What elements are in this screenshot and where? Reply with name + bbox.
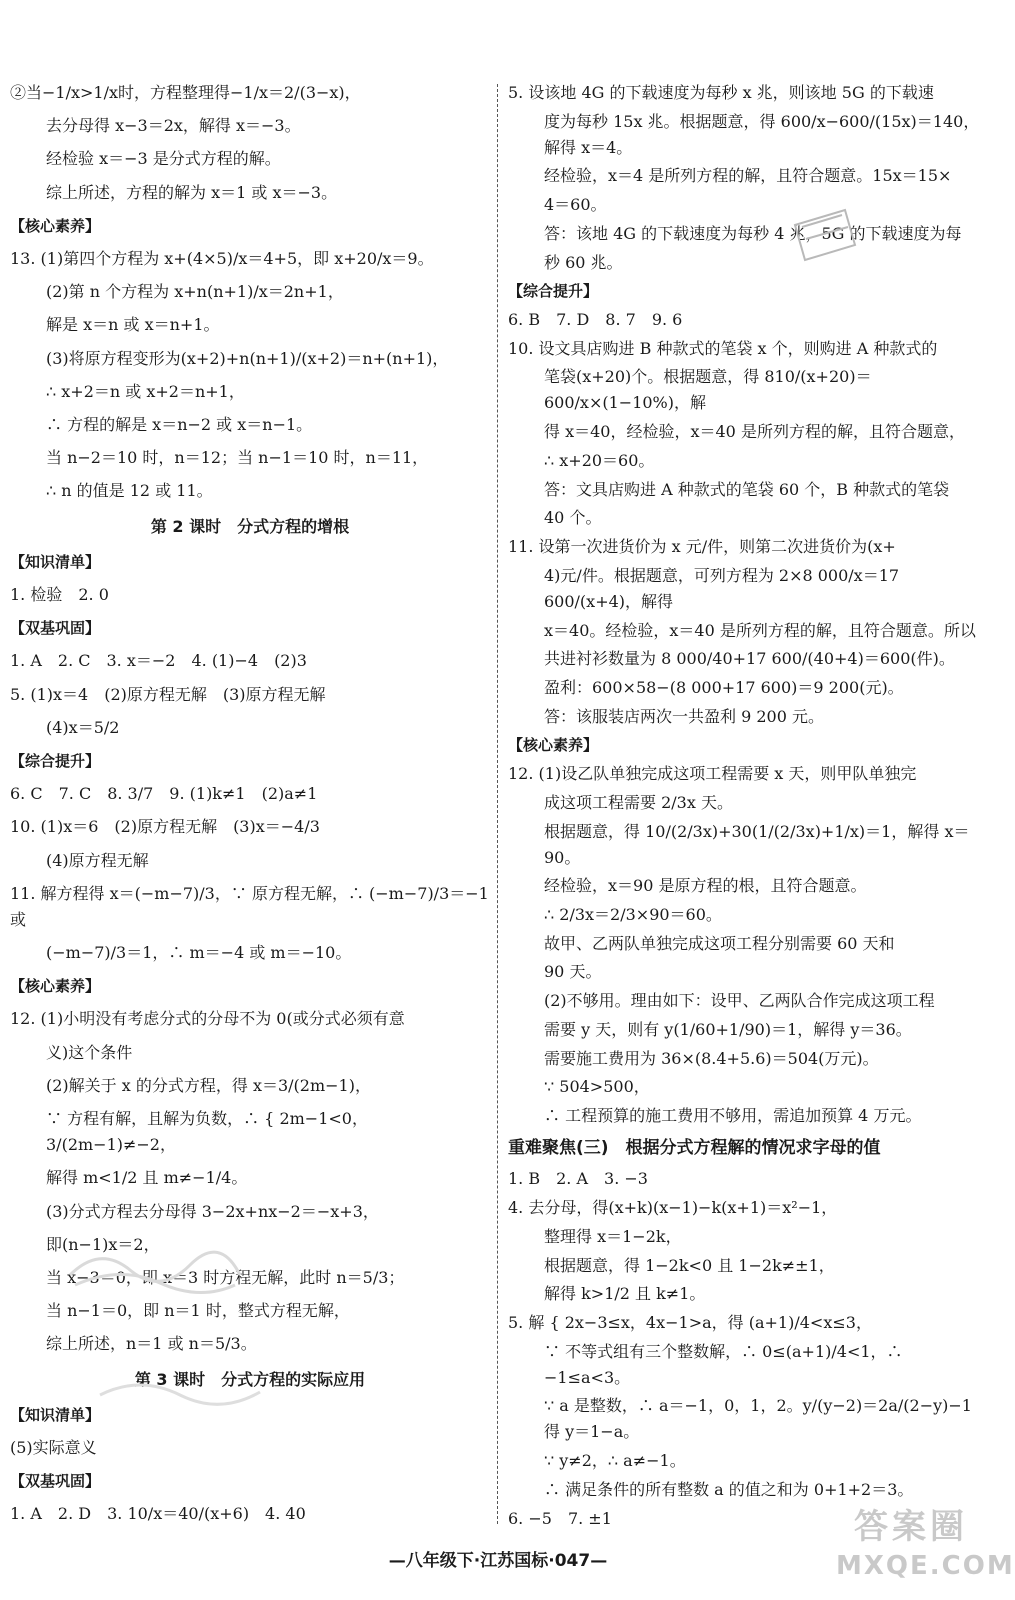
- answer-line: (3)分式方程去分母得 3−2x+nx−2＝−x+3，: [46, 1201, 379, 1221]
- answer-line: 5. 解 { 2x−3≤x，4x−1>a，得 (a+1)/4<x≤3，: [508, 1313, 872, 1333]
- site-watermark: [836, 1505, 1015, 1595]
- answer-line: ∵ 方程有解，且解为负数，∴ { 2m−1<0，3/(2m−1)≠−2，: [46, 1109, 368, 1155]
- answer-line: 当 x−3＝0，即 x＝3 时方程无解，此时 n＝5/3；: [46, 1267, 405, 1287]
- answer-line: 1. A 2. D 3. 10/x＝40/(x+6) 4. 40: [10, 1504, 306, 1524]
- answer-line: ∴ 满足条件的所有整数 a 的值之和为 0+1+2＝3。: [544, 1479, 914, 1499]
- answer-line: 1. B 2. A 3. −3: [508, 1169, 648, 1189]
- answer-line: 5. (1)x＝4 (2)原方程无解 (3)原方程无解: [10, 684, 326, 704]
- answer-line: 5. 设该地 4G 的下载速度为每秒 x 兆，则该地 5G 的下载速: [508, 83, 934, 102]
- answer-line: 11. 设第一次进货价为 x 元/件，则第二次进货价为(x+: [508, 537, 896, 557]
- column-divider: [497, 84, 498, 1524]
- answer-line: 4)元/件。根据题意，可列方程为 2×8 000/x＝17 600/(x+4)，解得: [544, 565, 905, 611]
- answer-line: 解得 m<1/2 且 m≠−1/4。: [46, 1168, 248, 1188]
- answer-line: (4)x＝5/2: [46, 717, 120, 737]
- answer-line: 得 x＝40，经检验，x＝40 是所列方程的解，且符合题意，: [544, 422, 965, 442]
- answer-line: 40 个。: [544, 508, 602, 528]
- lesson-title: 第 2 课时 分式方程的增根: [150, 516, 350, 536]
- answer-line: 需要施工费用为 36×(8.4+5.6)＝504(万元)。: [544, 1048, 879, 1068]
- watermark-url: MXQE.COM: [836, 1551, 1015, 1581]
- right-column: [508, 80, 988, 1534]
- answer-line: ∴ x+20＝60。: [544, 450, 655, 470]
- section-header: 【综合提升】: [508, 282, 599, 301]
- answer-line: 综上所述，方程的解为 x＝1 或 x＝−3。: [46, 182, 338, 202]
- answer-line: 答：该地 4G 的下载速度为每秒 4 兆，5G 的下载速度为每: [544, 223, 962, 243]
- answer-line: 根据题意，得 1−2k<0 且 1−2k≠±1，: [544, 1255, 835, 1275]
- answer-line: 1. 检验 2. 0: [10, 585, 109, 605]
- answer-line: (3)将原方程变形为(x+2)+n(n+1)/(x+2)＝n+(n+1)，: [46, 348, 449, 368]
- faint-watermark-1: [60, 1235, 250, 1295]
- answer-line: (5)实际意义: [10, 1437, 97, 1457]
- answer-line: 义)这个条件: [46, 1042, 133, 1062]
- answer-line: 共进衬衫数量为 8 000/40+17 600/(40+4)＝600(件)。: [544, 649, 955, 669]
- watermark-logo-text: 答案圈: [854, 1507, 968, 1547]
- answer-line: 笔袋(x+20)个。根据题意，得 810/(x+20)＝600/x×(1−10%)，解: [544, 367, 872, 413]
- answer-line: 解是 x＝n 或 x＝n+1。: [46, 315, 220, 335]
- section-header: 【知识清单】: [10, 552, 101, 571]
- answer-line: (2)第 n 个方程为 x+n(n+1)/x＝2n+1，: [46, 282, 344, 302]
- answer-line: 经检验，x＝4 是所列方程的解，且符合题意。15x＝15×: [544, 166, 952, 186]
- answer-line: 秒 60 兆。: [544, 252, 623, 272]
- answer-line: 10. (1)x＝6 (2)原方程无解 (3)x＝−4/3: [10, 817, 320, 837]
- answer-line: ∵ 不等式组有三个整数解，∴ 0≤(a+1)/4<1，∴ −1≤a<3。: [544, 1341, 908, 1387]
- answer-line: ∵ y≠2，∴ a≠−1。: [544, 1451, 686, 1471]
- stamp-icon: [790, 205, 860, 265]
- answer-line: (−m−7)/3＝1，∴ m＝−4 或 m＝−10。: [46, 943, 352, 963]
- answer-line: 1. A 2. C 3. x＝−2 4. (1)−4 (2)3: [10, 651, 307, 671]
- answer-line: 经检验 x＝−3 是分式方程的解。: [46, 149, 281, 169]
- answer-line: ∵ a 是整数，∴ a＝−1，0，1，2。y/(y−2)＝2a/(2−y)−1 得 y＝1−a。: [544, 1396, 978, 1442]
- answer-line: 即(n−1)x＝2，: [46, 1234, 160, 1254]
- section-header: 【知识清单】: [10, 1405, 101, 1424]
- answer-line: 11. 解方程得 x＝(−m−7)/3，∵ 原方程无解，∴ (−m−7)/3＝−1 或: [10, 883, 494, 929]
- answer-line: 4. 去分母，得(x+k)(x−1)−k(x+1)＝x²−1，: [508, 1198, 838, 1218]
- answer-line: 90 天。: [544, 962, 602, 982]
- section-header: 【双基巩固】: [10, 1472, 101, 1491]
- lesson-title: 第 3 课时 分式方程的实际应用: [134, 1369, 366, 1389]
- answer-line: 12. (1)设乙队单独完成这项工程需要 x 天，则甲队单独完: [508, 764, 917, 784]
- answer-line: 12. (1)小明没有考虑分式的分母不为 0(或分式必须有意: [10, 1009, 405, 1029]
- answer-line: x＝40。经检验，x＝40 是所列方程的解，且符合题意。所以: [544, 620, 976, 640]
- answer-line: 答：文具店购进 A 种款式的笔袋 60 个，B 种款式的笔袋: [544, 479, 950, 499]
- answer-line: 当 n−1＝0，即 n＝1 时，整式方程无解，: [46, 1301, 350, 1321]
- focus-title: 重难聚焦(三) 根据分式方程解的情况求字母的值: [508, 1137, 881, 1158]
- answer-line: 综上所述，n＝1 或 n＝5/3。: [46, 1334, 257, 1354]
- section-header: 【双基巩固】: [10, 619, 101, 638]
- section-header: 【核心素养】: [508, 736, 599, 755]
- answer-line: 整理得 x＝1−2k，: [544, 1226, 682, 1246]
- answer-line: ∴ 工程预算的施工费用不够用，需追加预算 4 万元。: [544, 1106, 922, 1125]
- answer-line: ∴ x+2＝n 或 x+2＝n+1，: [46, 381, 245, 401]
- answer-line: 去分母得 x−3＝2x，解得 x＝−3。: [46, 116, 301, 136]
- answer-line: ∴ 2/3x＝2/3×90＝60。: [544, 904, 722, 924]
- answer-line: 解得 k>1/2 且 k≠1。: [544, 1284, 706, 1304]
- answer-line: (2)不够用。理由如下：设甲、乙两队合作完成这项工程: [544, 991, 935, 1011]
- answer-line: ∵ 504>500，: [544, 1077, 650, 1097]
- section-header: 【核心素养】: [10, 977, 101, 996]
- answer-line: 盈利：600×58−(8 000+17 600)＝9 200(元)。: [544, 677, 904, 697]
- answer-line: 13. (1)第四个方程为 x+(4×5)/x＝4+5，即 x+20/x＝9。: [10, 249, 434, 269]
- answer-line: 需要 y 天，则有 y(1/60+1/90)＝1，解得 y＝36。: [544, 1019, 912, 1039]
- section-header: 【综合提升】: [10, 752, 101, 771]
- faint-watermark-2: [90, 1370, 280, 1410]
- answer-line: 答：该服装店两次一共盈利 9 200 元。: [544, 706, 824, 726]
- answer-line: 6. B 7. D 8. 7 9. 6: [508, 310, 683, 330]
- answer-line: ②当−1/x>1/x时，方程整理得−1/x＝2/(3−x)，: [10, 83, 361, 102]
- answer-line: 成这项工程需要 2/3x 天。: [544, 792, 733, 812]
- left-column: [10, 80, 494, 1535]
- answer-line: 度为每秒 15x 兆。根据题意，得 600/x−600/(15x)＝140，解得 x＝4。: [544, 111, 980, 157]
- answer-line: 4＝60。: [544, 195, 607, 215]
- answer-line: ∴ 方程的解是 x＝n−2 或 x＝n−1。: [46, 415, 313, 435]
- answer-line: 故甲、乙两队单独完成这项工程分别需要 60 天和: [544, 933, 895, 953]
- answer-line: 6. C 7. C 8. 3/7 9. (1)k≠1 (2)a≠1: [10, 784, 318, 804]
- answer-line: 当 n−2＝10 时，n＝12；当 n−1＝10 时，n＝11，: [46, 448, 429, 468]
- answer-line: 根据题意，得 10/(2/3x)+30(1/(2/3x)+1/x)＝1，解得 x＝90。: [544, 821, 970, 867]
- answer-line: ∴ n 的值是 12 或 11。: [46, 481, 213, 501]
- answer-line: (4)原方程无解: [46, 850, 149, 870]
- answer-line: 10. 设文具店购进 B 种款式的笔袋 x 个，则购进 A 种款式的: [508, 338, 938, 358]
- page-footer: —八年级下·江苏国标·047—: [388, 1551, 608, 1571]
- answer-line: 经检验，x＝90 是原方程的根，且符合题意。: [544, 876, 867, 896]
- answer-line: (2)解关于 x 的分式方程，得 x＝3/(2m−1)，: [46, 1075, 371, 1095]
- section-header: 【核心素养】: [10, 216, 101, 235]
- answer-line: 6. −5 7. ±1: [508, 1508, 612, 1528]
